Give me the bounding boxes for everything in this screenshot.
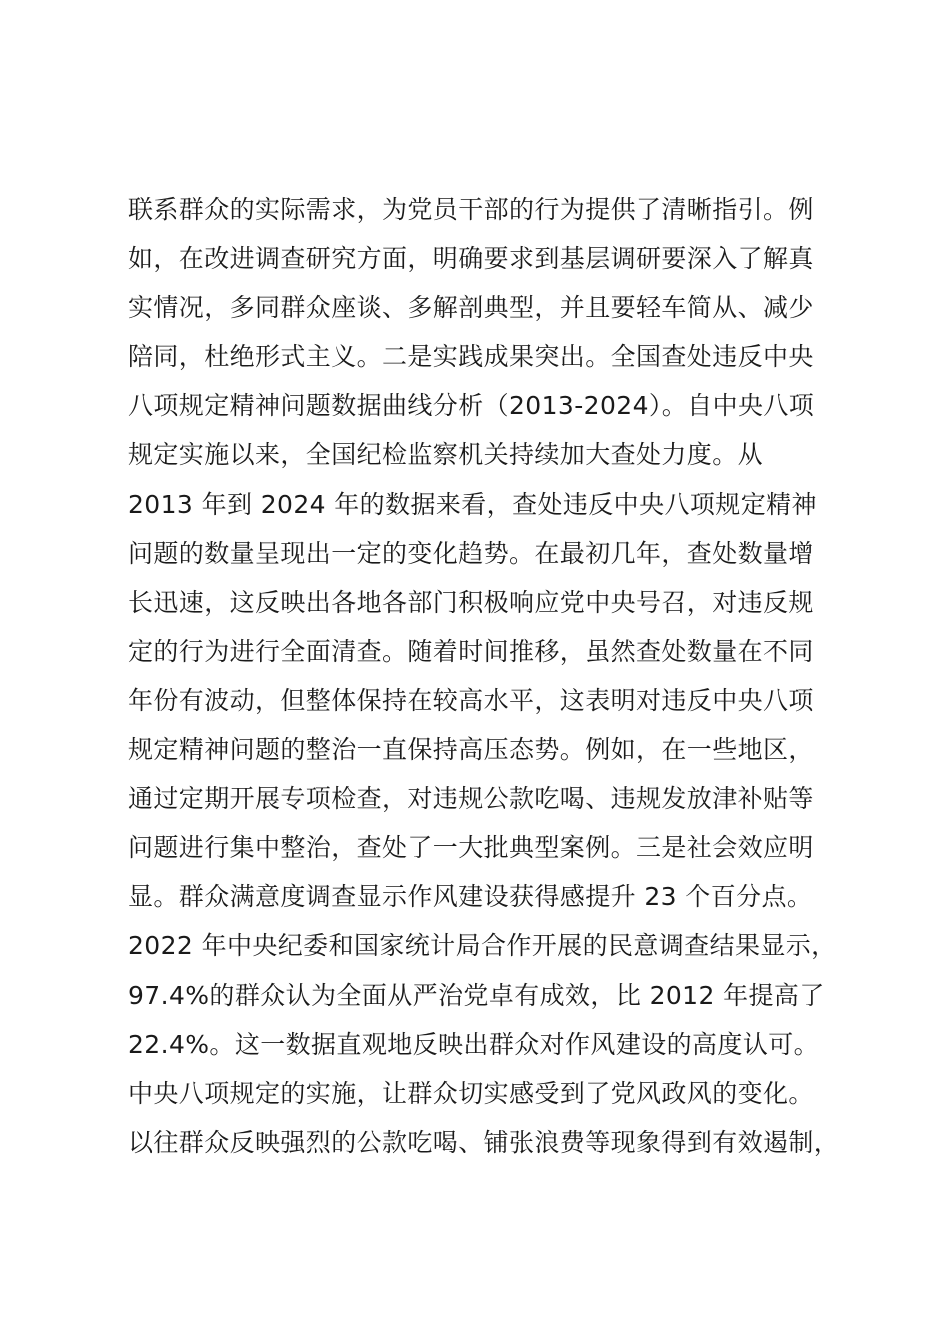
text-line: 以往群众反映强烈的公款吃喝、铺张浪费等现象得到有效遏制， bbox=[128, 1127, 840, 1157]
text-line: 通过定期开展专项检查，对违规公款吃喝、违规发放津补贴等 bbox=[128, 784, 814, 814]
text-line: 规定精神问题的整治一直保持高压态势。例如，在一些地区， bbox=[128, 735, 814, 765]
text-line: 联系群众的实际需求，为党员干部的行为提供了清晰指引。例 bbox=[128, 195, 814, 224]
text-line: 2022 年中央纪委和国家统计局合作开展的民意调查结果显示， bbox=[128, 931, 837, 961]
text-line: 规定实施以来，全国纪检监察机关持续加大查处力度。从 bbox=[128, 440, 764, 470]
text-line: 八项规定精神问题数据曲线分析（2013-2024）。自中央八项 bbox=[128, 391, 815, 421]
text-line: 实情况，多同群众座谈、多解剖典型，并且要轻车简从、减少 bbox=[128, 293, 814, 323]
text-line: 如，在改进调查研究方面，明确要求到基层调研要深入了解真 bbox=[128, 244, 814, 274]
text-line: 长迅速，这反映出各地各部门积极响应党中央号召，对违反规 bbox=[128, 587, 814, 617]
text-line: 显。群众满意度调查显示作风建设获得感提升 23 个百分点。 bbox=[128, 882, 813, 912]
text-line: 中央八项规定的实施，让群众切实感受到了党风政风的变化。 bbox=[128, 1078, 814, 1108]
text-line: 22.4%。这一数据直观地反映出群众对作风建设的高度认可。 bbox=[128, 1029, 820, 1059]
text-line: 2013 年到 2024 年的数据来看，查处违反中央八项规定精神 bbox=[128, 489, 817, 519]
text-line: 97.4%的群众认为全面从严治党卓有成效，比 2012 年提高了 bbox=[128, 980, 825, 1010]
body-paragraph bbox=[128, 185, 868, 1167]
text-line: 年份有波动，但整体保持在较高水平，这表明对违反中央八项 bbox=[128, 685, 814, 715]
text-line: 定的行为进行全面清查。随着时间推移，虽然查处数量在不同 bbox=[128, 636, 814, 666]
text-line: 陪同，杜绝形式主义。二是实践成果突出。全国查处违反中央 bbox=[128, 342, 814, 372]
text-line: 问题进行集中整治，查处了一大批典型案例。三是社会效应明 bbox=[128, 833, 814, 863]
text-line: 问题的数量呈现出一定的变化趋势。在最初几年，查处数量增 bbox=[128, 538, 814, 568]
